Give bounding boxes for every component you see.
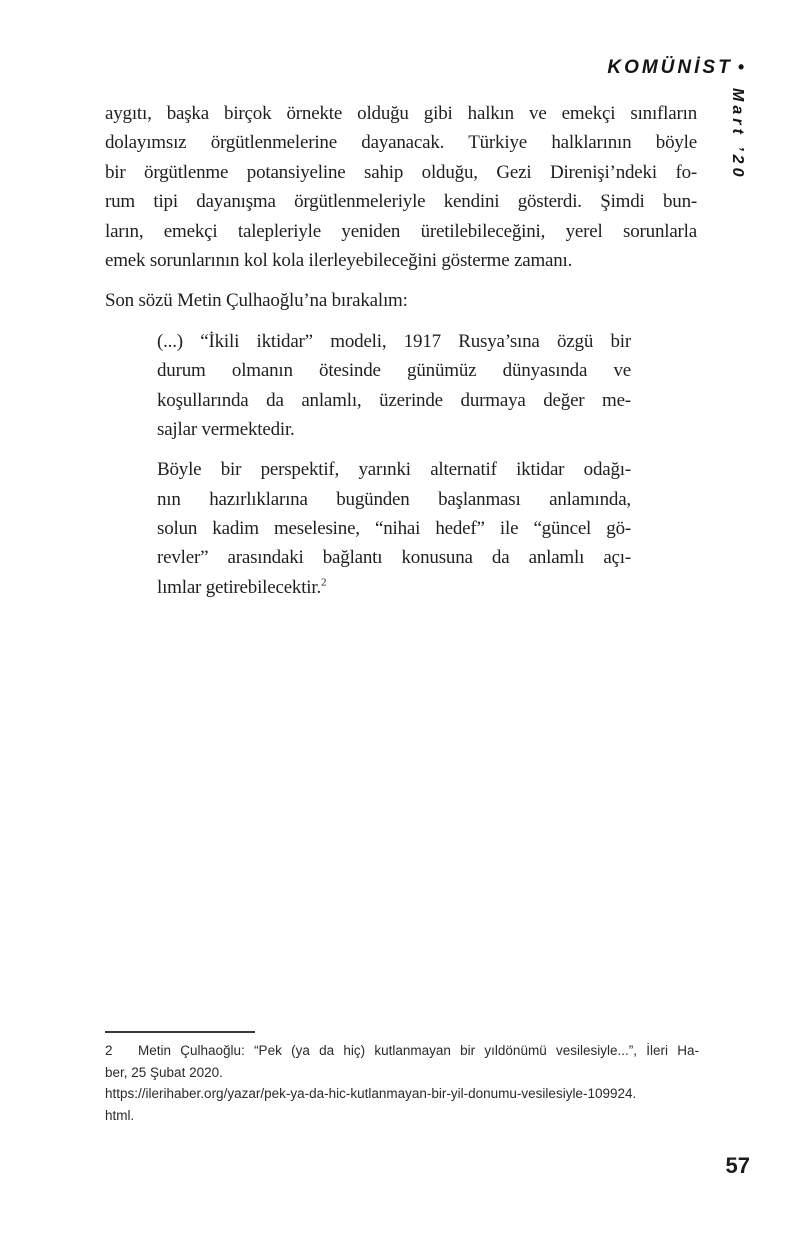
footnote <box>105 1031 699 1126</box>
page-number: 57 <box>725 1153 750 1178</box>
page-header <box>607 57 744 79</box>
text-line: Böyle bir perspektif, yarınki alternatif iktidar odağı- <box>157 459 631 481</box>
text-line: revler” arasındaki bağlantı konusuna da anlamlı açı- <box>157 547 631 569</box>
text-line: lımlar getirebilecektir.$^2$ <box>157 576 327 598</box>
footnote-rule <box>105 1031 255 1033</box>
text-line: solun kadim meselesine, “nihai hedef” ile “güncel gö- <box>157 518 631 540</box>
quote-paragraph <box>157 455 631 602</box>
text-line: dolayımsız örgütlenmelerine dayanacak. Türkiye halklarının böyle <box>105 132 697 154</box>
paragraph <box>105 286 697 315</box>
bullet-icon: • <box>737 57 744 77</box>
footnote-line: ber, 25 Şubat 2020. <box>105 1064 223 1080</box>
text-line: nın hazırlıklarına bugünden başlanması anlamında, <box>157 488 631 510</box>
text-line: koşullarında da anlamlı, üzerinde durmaya değer me- <box>157 389 631 411</box>
footnote-reference: 2 <box>321 576 327 589</box>
text-line: (...) “İkili iktidar” modeli, 1917 Rusya’sına özgü bir <box>157 330 631 352</box>
text-line: aygıtı, başka birçok örnekte olduğu gibi halkın ve emekçi sınıfların <box>105 103 697 124</box>
footnote-text <box>105 1040 699 1126</box>
issue-date: Mart ’20 <box>729 88 746 181</box>
footnote-line: 2 Metin Çulhaoğlu: “Pek (ya da hiç) kutlanmayan bir yıldönümü vesilesiyle...”, İleri Ha- <box>105 1040 699 1062</box>
text-line: sajlar vermektedir. <box>157 418 295 440</box>
quote-paragraph <box>157 327 631 445</box>
text-line: bir örgütlenme potansiyeline sahip olduğu, Gezi Direnişi’ndeki fo- <box>105 161 697 183</box>
footnote-number: 2 <box>105 1043 113 1058</box>
text-line: durum olmanın ötesinde günümüz dünyasında ve <box>157 360 631 382</box>
article-body <box>105 99 697 613</box>
footnote-line: https://ilerihaber.org/yazar/pek-ya-da-hic-kutlanmayan-bir-yil-donumu-vesilesiyle-109924. <box>105 1086 637 1102</box>
paragraph <box>105 99 697 275</box>
text-line: rum tipi dayanışma örgütlenmeleriyle kendini gösterdi. Şimdi bun- <box>105 191 697 213</box>
footnote-line: html. <box>105 1107 135 1123</box>
text-line: ların, emekçi talepleriyle yeniden üretilebileceğini, yerel sorunlarla <box>105 220 697 242</box>
text-line: emek sorunlarının kol kola ilerleyebileceğini gösterme zamanı. <box>105 249 573 271</box>
journal-title: KOMÜNİST <box>607 57 733 78</box>
text-line: Son sözü Metin Çulhaoğlu’na bırakalım: <box>105 290 408 312</box>
